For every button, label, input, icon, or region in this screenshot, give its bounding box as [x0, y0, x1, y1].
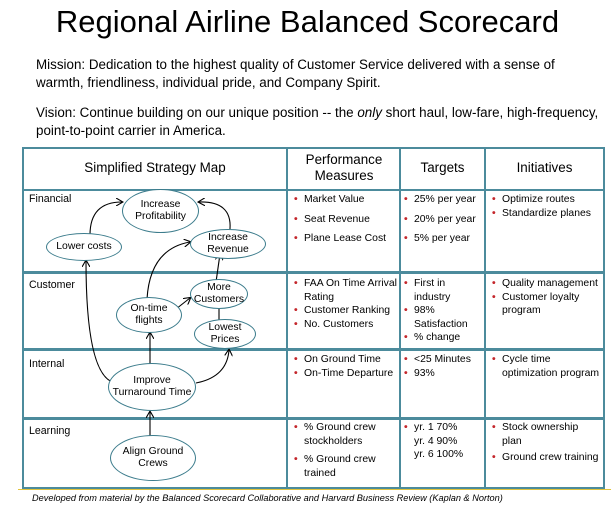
measure-text: No. Customers	[304, 318, 374, 330]
list-item	[294, 232, 398, 246]
bullet: •	[404, 213, 408, 225]
measure-text: Market Value	[304, 194, 365, 205]
target-text: 25% per year	[414, 194, 476, 205]
bullet: •	[492, 291, 496, 303]
list-item	[404, 277, 484, 304]
bullet: •	[492, 354, 496, 365]
footer-citation: Developed from material by the Balanced Scorecard Collaborative and Harvard Business Review (Kaplan & Norton)	[32, 493, 503, 503]
header-performance-measures: Performance Measures	[305, 152, 383, 183]
cell-internal-measures	[294, 353, 398, 380]
arrow-turnaround-to-lower-costs	[86, 261, 116, 383]
bullet: •	[404, 367, 408, 379]
measure-text: Plane Lease Cost	[304, 233, 387, 245]
list-item	[492, 451, 600, 465]
list-item	[404, 421, 484, 435]
target-text: yr. 6 100%	[414, 449, 464, 461]
bullet: •	[294, 454, 298, 466]
bullet: •	[404, 332, 408, 344]
bullet: •	[294, 318, 298, 330]
list-item	[294, 421, 398, 448]
cell-internal-initiatives	[492, 353, 600, 380]
vision-text-after: short haul, low-fare, high-frequency, point-to-point carrier in America.	[36, 105, 599, 138]
list-item	[294, 277, 398, 304]
bullet: •	[492, 452, 496, 464]
cell-learning-measures	[294, 421, 398, 480]
list-item	[294, 353, 398, 367]
row-label-learning: Learning	[29, 425, 71, 437]
list-item	[404, 331, 484, 345]
list-item	[404, 448, 484, 462]
list-item	[294, 318, 398, 332]
mission-statement: Mission: Dedication to the highest quality of Customer Service delivered with a sense of warmth, friendliness, individual pride, and Company Spirit.	[36, 57, 555, 90]
node-lower-costs: Lower costs	[46, 233, 122, 261]
measure-text: Seat Revenue	[304, 213, 370, 225]
cell-internal-targets	[404, 353, 484, 380]
bullet: •	[492, 278, 496, 289]
row-label-internal: Internal	[29, 358, 65, 370]
list-item	[404, 353, 484, 367]
list-item	[492, 277, 600, 291]
bullet: •	[404, 422, 408, 433]
target-text: First in industry	[414, 278, 451, 303]
bullet: •	[294, 354, 298, 365]
bullet: •	[404, 305, 408, 317]
divider-col-3	[484, 147, 486, 489]
bullet: •	[404, 354, 408, 365]
list-item	[294, 367, 398, 381]
row-label-customer: Customer	[29, 279, 75, 291]
list-item	[492, 207, 600, 221]
cell-customer-initiatives	[492, 277, 600, 318]
measure-text: On Ground Time	[304, 354, 381, 365]
measure-text: Customer Ranking	[304, 305, 391, 317]
vision-text-before: Vision: Continue building on our unique position -- the	[36, 105, 358, 120]
list-item	[404, 367, 484, 381]
target-text: yr. 4 90%	[414, 435, 458, 447]
cell-financial-targets	[404, 193, 484, 246]
vision-statement	[36, 104, 606, 140]
list-item	[404, 435, 484, 449]
initiative-text: Customer loyalty program	[502, 291, 580, 317]
list-item	[294, 213, 398, 227]
bullet: •	[294, 367, 298, 379]
target-text: 98% Satisfaction	[414, 305, 468, 330]
node-lowest-prices: Lowest Prices	[194, 319, 256, 349]
initiative-text: Stock ownership plan	[502, 422, 579, 447]
list-item	[492, 291, 600, 318]
cell-learning-targets	[404, 421, 484, 462]
bullet: •	[492, 194, 496, 205]
cell-financial-measures	[294, 193, 398, 246]
list-item	[404, 232, 484, 246]
node-increase-revenue: Increase Revenue	[190, 229, 266, 259]
target-text: 93%	[414, 367, 435, 379]
cell-customer-targets	[404, 277, 484, 345]
bullet: •	[294, 305, 298, 317]
cell-financial-initiatives	[492, 193, 600, 220]
arrow-lower-costs-to-profitability	[90, 202, 122, 235]
vision-emphasis: only	[357, 105, 382, 120]
node-align-ground-crews: Align Ground Crews	[110, 435, 196, 481]
list-item	[492, 421, 600, 448]
bullet: •	[294, 233, 298, 245]
target-text: % change	[414, 332, 461, 344]
arrow-revenue-to-profitability	[199, 202, 230, 229]
footer-rule	[18, 489, 611, 490]
initiative-text: Quality management	[502, 278, 598, 289]
bullet: •	[294, 422, 298, 433]
measure-text: % Ground crew stockholders	[304, 422, 376, 447]
list-item	[294, 453, 398, 480]
target-text: yr. 1 70%	[414, 422, 458, 433]
target-text: 5% per year	[414, 233, 471, 245]
list-item	[492, 193, 600, 207]
cell-customer-measures	[294, 277, 398, 331]
cell-learning-initiatives	[492, 421, 600, 465]
measure-text: % Ground crew trained	[304, 454, 376, 479]
initiative-text: Standardize planes	[502, 207, 591, 219]
page-title: Regional Airline Balanced Scorecard	[55, 4, 560, 39]
measure-text: FAA On Time Arrival Rating	[304, 278, 397, 303]
bullet: •	[294, 194, 298, 205]
measure-text: On-Time Departure	[304, 367, 394, 379]
divider-col-2	[399, 147, 401, 489]
scorecard-table	[22, 147, 605, 491]
initiative-text: Ground crew training	[502, 452, 599, 464]
list-item	[294, 304, 398, 318]
target-text: 20% per year	[414, 213, 476, 225]
bullet: •	[404, 278, 408, 289]
bullet: •	[492, 207, 496, 219]
node-on-time-flights: On-time flights	[116, 297, 182, 333]
bullet: •	[294, 213, 298, 225]
node-improve-turnaround: Improve Turnaround Time	[108, 363, 196, 411]
frame-right	[603, 147, 605, 489]
target-text: <25 Minutes	[414, 354, 471, 365]
initiative-text: Optimize routes	[502, 194, 575, 205]
list-item	[294, 193, 398, 207]
header-initiatives: Initiatives	[516, 160, 573, 175]
node-more-customers: More Customers	[190, 279, 248, 309]
bullet: •	[404, 194, 408, 205]
arrow-ontime-to-revenue	[147, 242, 190, 299]
initiative-text: Cycle time optimization program	[502, 354, 600, 379]
divider-col-1	[286, 147, 288, 489]
row-label-financial: Financial	[29, 193, 72, 205]
header-targets: Targets	[420, 160, 465, 175]
bullet: •	[294, 278, 298, 289]
bullet: •	[492, 422, 496, 433]
header-strategy-map: Simplified Strategy Map	[84, 160, 226, 175]
list-item	[404, 213, 484, 227]
list-item	[492, 353, 600, 380]
list-item	[404, 193, 484, 207]
bullet: •	[404, 233, 408, 245]
list-item	[404, 304, 484, 331]
node-increase-profitability: Increase Profitability	[122, 189, 199, 233]
arrow-turnaround-to-lowest-prices	[196, 350, 229, 383]
